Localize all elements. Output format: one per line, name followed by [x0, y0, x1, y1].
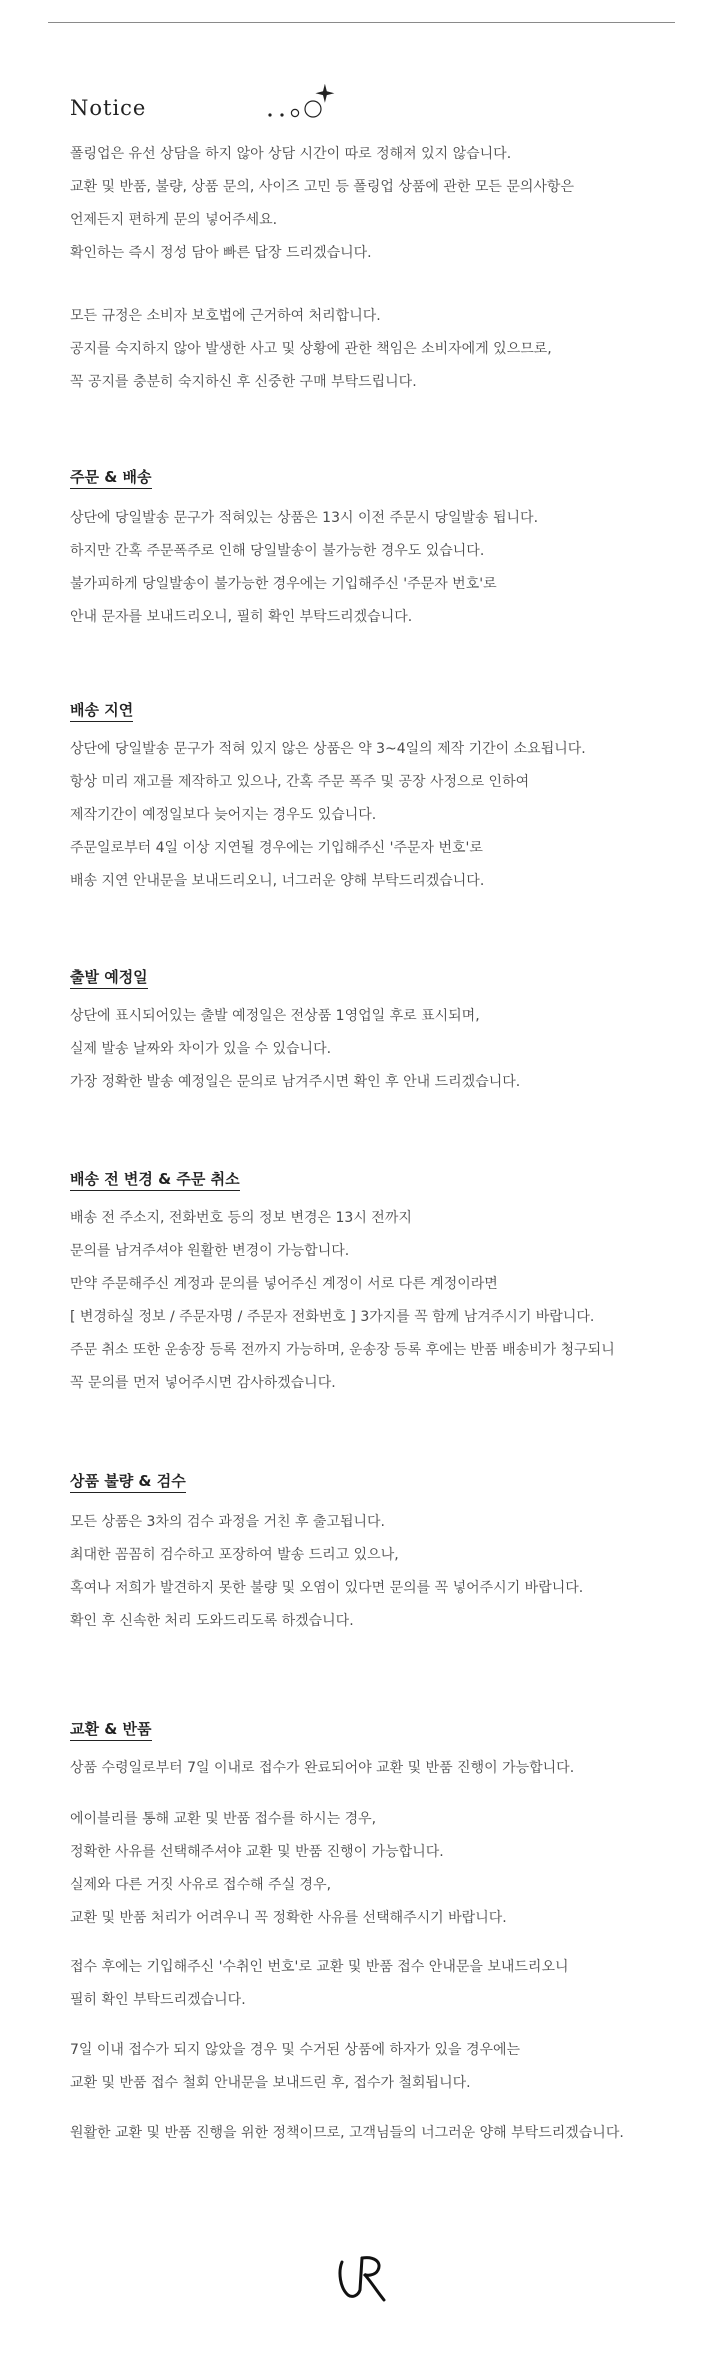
text-line: 교환 및 반품 처리가 어려우니 꼭 정확한 사유를 선택해주시기 바랍니다.	[70, 1910, 507, 1926]
section-heading-departure-date: 출발 예정일	[70, 968, 148, 989]
text-line: 접수 후에는 기입해주신 '수취인 번호'로 교환 및 반품 접수 안내문을 보내드리오니	[70, 1959, 569, 1975]
text-line: 에이블리를 통해 교환 및 반품 접수를 하시는 경우,	[70, 1811, 377, 1827]
text-line: 원활한 교환 및 반품 진행을 위한 정책이므로, 고객님들의 너그러운 양해 부탁드리겠습니다.	[70, 2125, 624, 2141]
text-line: 교환 및 반품 접수 철회 안내문을 보내드린 후, 접수가 철회됩니다.	[70, 2075, 471, 2091]
text-line: 배송 지연 안내문을 보내드리오니, 너그러운 양해 부탁드리겠습니다.	[70, 873, 485, 889]
text-line: 모든 상품은 3차의 검수 과정을 거친 후 출고됩니다.	[70, 1514, 385, 1530]
brand-logo	[332, 2248, 392, 2308]
text-line: 모든 규정은 소비자 보호법에 근거하여 처리합니다.	[70, 308, 381, 324]
text-line: 상단에 당일발송 문구가 적혀있는 상품은 13시 이전 주문시 당일발송 됩니다.	[70, 510, 539, 526]
text-line: 주문 취소 또한 운송장 등록 전까지 가능하며, 운송장 등록 후에는 반품 배송비가 청구되니	[70, 1342, 615, 1358]
order-shipping-body	[70, 502, 538, 634]
section-heading-change-cancel: 배송 전 변경 & 주문 취소	[70, 1170, 240, 1191]
text-line: 정확한 사유를 선택해주셔야 교환 및 반품 진행이 가능합니다.	[70, 1844, 444, 1860]
text-line: 꼭 공지를 충분히 숙지하신 후 신중한 구매 부탁드립니다.	[70, 374, 417, 390]
text-line: 상단에 당일발송 문구가 적혀 있지 않은 상품은 약 3~4일의 제작 기간이 소요됩니다.	[70, 741, 586, 757]
section-heading-defect-inspection: 상품 불량 & 검수	[70, 1472, 186, 1493]
text-line: 실제 발송 날짜와 차이가 있을 수 있습니다.	[70, 1041, 332, 1057]
text-line: 공지를 숙지하지 않아 발생한 사고 및 상황에 관한 책임은 소비자에게 있으므로,	[70, 341, 552, 357]
section-heading-exchange-return: 교환 & 반품	[70, 1720, 152, 1741]
text-line: 주문일로부터 4일 이상 지연될 경우에는 기입해주신 '주문자 번호'로	[70, 840, 483, 856]
text-line: 교환 및 반품, 불량, 상품 문의, 사이즈 고민 등 폴링업 상품에 관한 모든 문의사항은	[70, 179, 574, 195]
text-line: 문의를 남겨주셔야 원활한 변경이 가능합니다.	[70, 1243, 350, 1259]
text-line: 항상 미리 재고를 제작하고 있으나, 간혹 주문 폭주 및 공장 사정으로 인하여	[70, 774, 530, 790]
notice-title: Notice	[70, 96, 147, 120]
text-line: 가장 정확한 발송 예정일은 문의로 남겨주시면 확인 후 안내 드리겠습니다.	[70, 1074, 521, 1090]
notice-intro	[70, 138, 574, 270]
text-line: 불가피하게 당일발송이 불가능한 경우에는 기입해주신 '주문자 번호'로	[70, 576, 497, 592]
exchange-return-p5	[70, 2117, 624, 2150]
exchange-return-p3	[70, 1951, 569, 2017]
text-line: 폴링업은 유선 상담을 하지 않아 상담 시간이 따로 정해져 있지 않습니다.	[70, 146, 512, 162]
text-line: 확인하는 즉시 정성 담아 빠른 답장 드리겠습니다.	[70, 245, 372, 261]
notice-policy	[70, 300, 552, 399]
text-line: 실제와 다른 거짓 사유로 접수해 주실 경우,	[70, 1877, 332, 1893]
text-line: 안내 문자를 보내드리오니, 필히 확인 부탁드리겠습니다.	[70, 609, 413, 625]
exchange-return-p1	[70, 1752, 574, 1785]
text-line: 배송 전 주소지, 전화번호 등의 정보 변경은 13시 전까지	[70, 1210, 412, 1226]
text-line: 혹여나 저희가 발견하지 못한 불량 및 오염이 있다면 문의를 꼭 넣어주시기 바랍니다.	[70, 1580, 584, 1596]
exchange-return-p4	[70, 2034, 520, 2100]
shipping-delay-body	[70, 733, 586, 898]
dots-circle-sparkle-icon	[196, 84, 336, 124]
text-line: 제작기간이 예정일보다 늦어지는 경우도 있습니다.	[70, 807, 377, 823]
text-line: 언제든지 편하게 문의 넣어주세요.	[70, 212, 278, 228]
section-heading-shipping-delay: 배송 지연	[70, 701, 133, 722]
text-line: 상품 수령일로부터 7일 이내로 접수가 완료되어야 교환 및 반품 진행이 가능합니다.	[70, 1760, 575, 1776]
text-line: 하지만 간혹 주문폭주로 인해 당일발송이 불가능한 경우도 있습니다.	[70, 543, 485, 559]
text-line: 7일 이내 접수가 되지 않았을 경우 및 수거된 상품에 하자가 있을 경우에는	[70, 2042, 521, 2058]
change-cancel-body	[70, 1202, 615, 1400]
top-divider	[48, 22, 675, 23]
exchange-return-p2	[70, 1803, 507, 1935]
text-line: 만약 주문해주신 계정과 문의를 넣어주신 계정이 서로 다른 계정이라면	[70, 1276, 498, 1292]
text-line: 필히 확인 부탁드리겠습니다.	[70, 1992, 246, 2008]
departure-date-body	[70, 1000, 520, 1099]
text-line: [ 변경하실 정보 / 주문자명 / 주문자 전화번호 ] 3가지를 꼭 함께 남겨주시기 바랍니다.	[70, 1309, 595, 1325]
text-line: 확인 후 신속한 처리 도와드리도록 하겠습니다.	[70, 1613, 354, 1629]
text-line: 최대한 꼼꼼히 검수하고 포장하여 발송 드리고 있으나,	[70, 1547, 399, 1563]
section-heading-order-shipping: 주문 & 배송	[70, 468, 152, 489]
text-line: 꼭 문의를 먼저 넣어주시면 감사하겠습니다.	[70, 1375, 336, 1391]
defect-inspection-body	[70, 1506, 583, 1638]
text-line: 상단에 표시되어있는 출발 예정일은 전상품 1영업일 후로 표시되며,	[70, 1008, 480, 1024]
